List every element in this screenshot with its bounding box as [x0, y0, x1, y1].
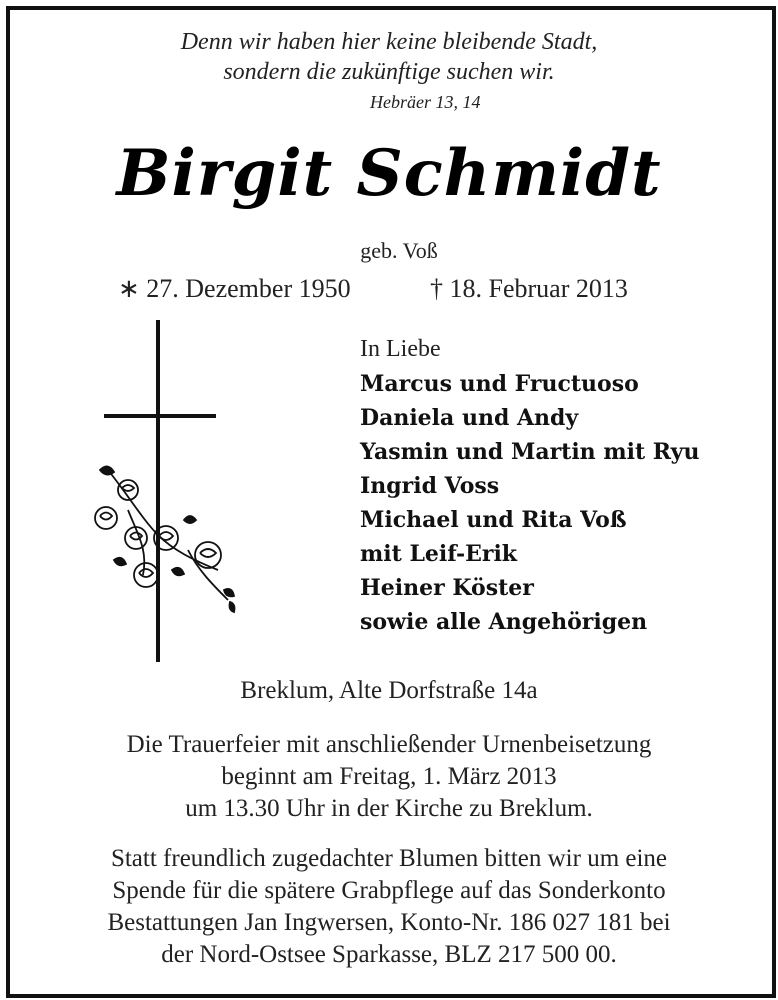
birth-date: ∗ 27. Dezember 1950 — [118, 274, 351, 303]
mourner-name: Michael und Rita Voß — [360, 507, 627, 533]
mourner-name: Daniela und Andy — [360, 405, 579, 431]
mourner-name: Marcus und Fructuoso — [360, 371, 639, 397]
donation-line-4: der Nord-Ostsee Sparkasse, BLZ 217 500 00. — [161, 941, 617, 968]
verse-reference: Hebräer 13, 14 — [370, 92, 481, 112]
donation-line-3: Bestattungen Jan Ingwersen, Konto-Nr. 186 027 181 bei — [107, 909, 671, 936]
mourner-name: Ingrid Voss — [360, 473, 500, 499]
deceased-name: Birgit Schmidt — [116, 136, 662, 211]
verse-line-2: sondern die zukünftige suchen wir. — [223, 59, 555, 85]
death-date: † 18. Februar 2013 — [430, 274, 628, 303]
ceremony-line-1: Die Trauerfeier mit anschließender Urnenbeisetzung — [126, 731, 652, 758]
birth-name: geb. Voß — [360, 238, 438, 263]
mourner-name: Yasmin und Martin mit Ryu — [360, 439, 700, 465]
address: Breklum, Alte Dorfstraße 14a — [240, 677, 538, 704]
ceremony-line-2: beginnt am Freitag, 1. März 2013 — [221, 763, 557, 790]
donation-line-1: Statt freundlich zugedachter Blumen bitten wir um eine — [110, 845, 668, 872]
mourners-block — [360, 336, 699, 639]
mourners-intro: In Liebe — [360, 336, 441, 362]
verse-line-1: Denn wir haben hier keine bleibende Stadt, — [180, 29, 598, 55]
mourner-name: sowie alle Angehörigen — [360, 609, 648, 635]
cross-with-roses-icon — [88, 320, 248, 665]
ceremony-line-3: um 13.30 Uhr in der Kirche zu Breklum. — [185, 795, 593, 822]
donation-line-2: Spende für die spätere Grabpflege auf das Sonderkonto — [112, 877, 666, 904]
mourner-name: mit Leif-Erik — [360, 541, 518, 567]
mourner-name: Heiner Köster — [360, 575, 534, 601]
